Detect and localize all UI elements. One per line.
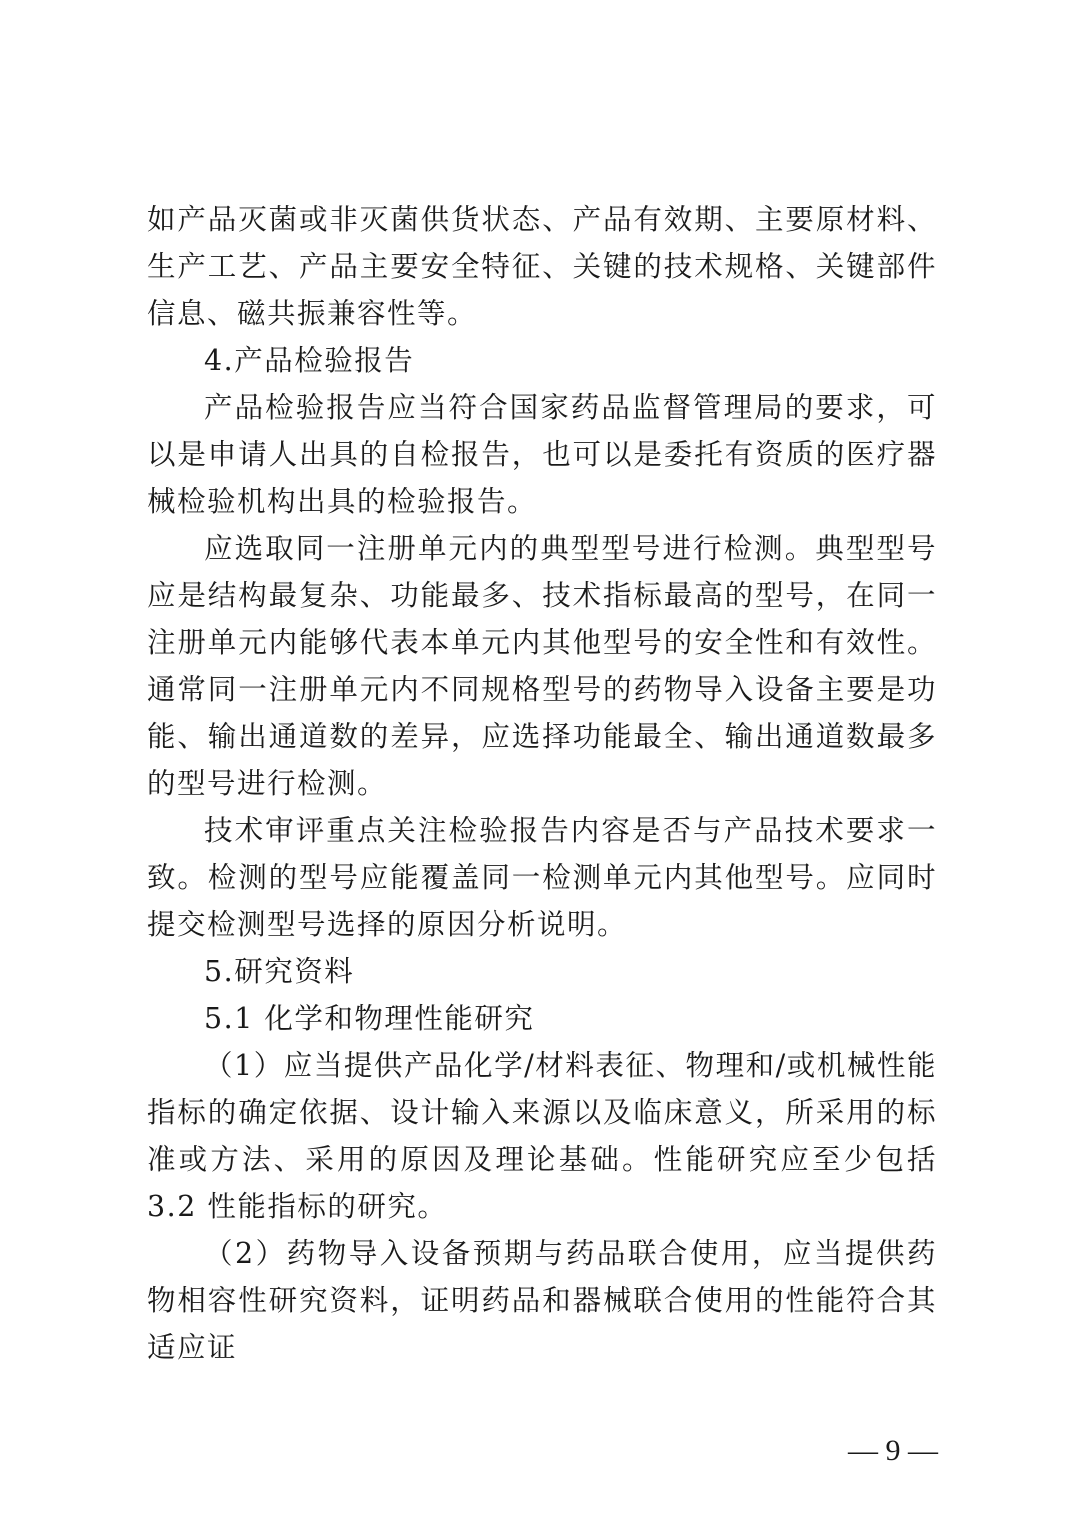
paragraph-technical-review: 技术审评重点关注检验报告内容是否与产品技术要求一致。检测的型号应能覆盖同一检测单元内其他型号。应同时提交检测型号选择的原因分析说明。 (147, 814, 937, 941)
paragraph-item-1: （1）应当提供产品化学/材料表征、物理和/或机械性能指标的确定依据、设计输入来源以及临床意义，所采用的标准或方法、采用的原因及理论基础。性能研究应至少包括 3.2 性能指标的研究。 (147, 1049, 937, 1223)
section-heading-inspection-report: 4.产品检验报告 (204, 344, 415, 377)
paragraph-typical-model: 应选取同一注册单元内的典型型号进行检测。典型型号应是结构最复杂、功能最多、技术指标最高的型号，在同一注册单元内能够代表本单元内其他型号的安全性和有效性。通常同一注册单元内不同规格型号的药物导入设备主要是功能、输出通道数的差异，应选择功能最全、输出通道数最多的型号进行检测。 (147, 532, 937, 800)
paragraph-continuation: 如产品灭菌或非灭菌供货状态、产品有效期、主要原材料、生产工艺、产品主要安全特征、关键的技术规格、关键部件信息、磁共振兼容性等。 (147, 203, 937, 330)
section-heading-research-data: 5.研究资料 (204, 955, 355, 988)
subsection-heading-chemical-physical: 5.1 化学和物理性能研究 (204, 1002, 535, 1035)
page-number: — 9 — (848, 1434, 938, 1467)
paragraph-item-2: （2）药物导入设备预期与药品联合使用，应当提供药物相容性研究资料，证明药品和器械联合使用的性能符合其适应证 (147, 1237, 937, 1364)
paragraph-inspection-report: 产品检验报告应当符合国家药品监督管理局的要求，可以是申请人出具的自检报告，也可以是委托有资质的医疗器械检验机构出具的检验报告。 (147, 391, 937, 518)
body-text (147, 196, 937, 1371)
